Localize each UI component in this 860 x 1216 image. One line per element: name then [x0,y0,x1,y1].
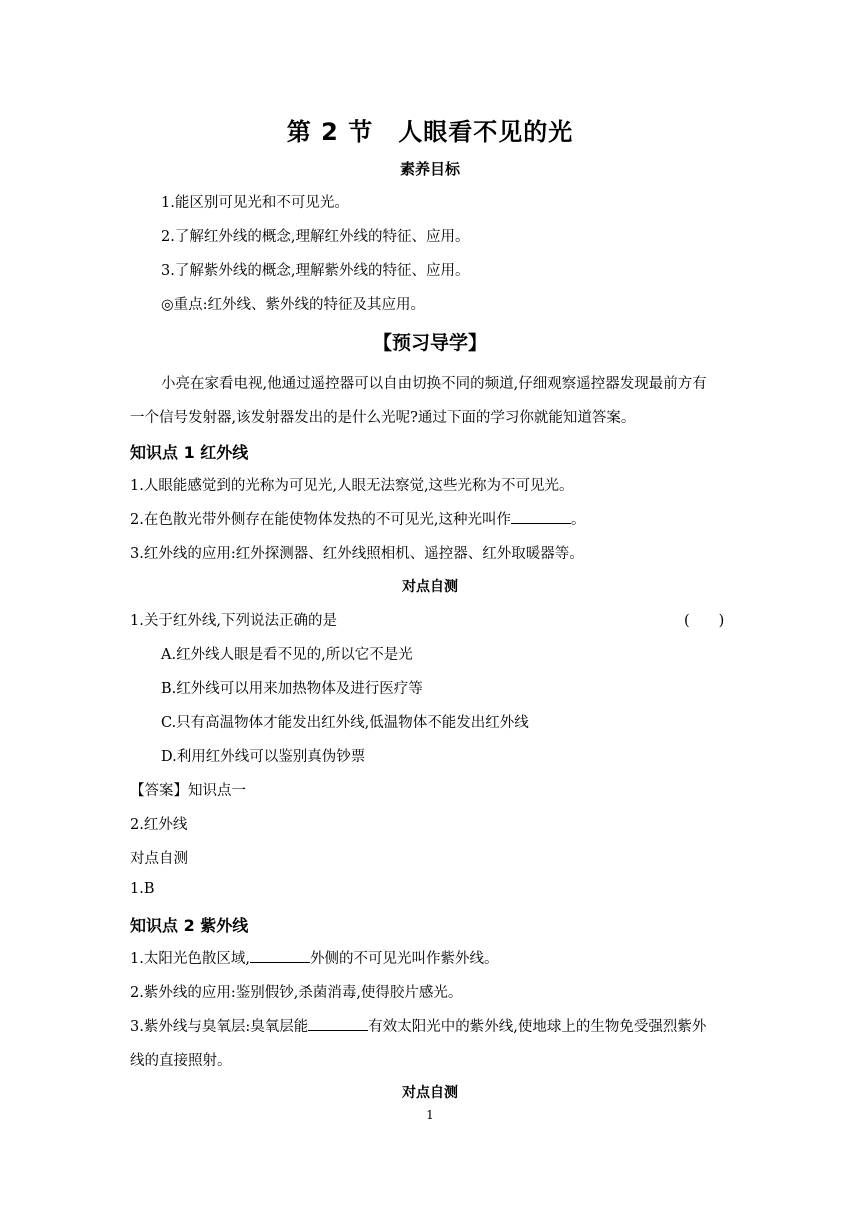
kp2-line-2: 2.紫外线的应用:鉴别假钞,杀菌消毒,使得胶片感光。 [130,985,463,1001]
selftest2-heading: 对点自测 [402,1085,458,1101]
kp1-line-2-text: 2.在色散光带外侧存在能使物体发热的不可见光,这种光叫作 [130,512,511,528]
kp2-line-1 [130,947,498,968]
option-b: B.红外线可以用来加热物体及进行医疗等 [161,681,423,697]
preview-heading: 【预习导学】 [372,332,487,354]
selftest1-question: 1.关于红外线,下列说法正确的是 [130,613,337,629]
kp1-line-2-end: 。 [570,512,586,528]
kp2-line-3-text: 3.紫外线与臭氧层:臭氧层能 [130,1019,309,1035]
kp2-line-1-text: 1.太阳光色散区域, [130,951,250,967]
option-c: C.只有高温物体才能发出红外线,低温物体不能发出红外线 [161,715,529,731]
answer-line-3: 对点自测 [130,851,188,867]
kp1-heading: 知识点 1 红外线 [130,443,249,462]
preview-intro-line-1: 小亮在家看电视,他通过遥控器可以自由切换不同的频道,仔细观察遥控器发现最前方有 [161,376,707,392]
goals-heading: 素养目标 [399,160,460,178]
goal-item-3: 3.了解紫外线的概念,理解紫外线的特征、应用。 [161,263,470,279]
kp2-line-3 [130,1015,706,1036]
goal-item-1: 1.能区别可见光和不可见光。 [161,195,349,211]
kp2-line-3-end: 有效太阳光中的紫外线,使地球上的生物免受强烈紫外 [368,1019,707,1035]
fill-blank [250,948,310,963]
kp1-line-3: 3.红外线的应用:红外探测器、红外线照相机、遥控器、红外取暖器等。 [130,546,584,562]
page-number: 1 [426,1108,434,1122]
fill-blank [511,509,571,524]
preview-intro-line-2: 一个信号发射器,该发射器发出的是什么光呢?通过下面的学习你就能知道答案。 [130,410,636,426]
option-d: D.利用红外线可以鉴别真伪钞票 [161,749,366,765]
key-point-note: ◎重点:红外线、紫外线的特征及其应用。 [161,297,426,313]
selftest1-heading: 对点自测 [402,579,458,595]
goal-item-2: 2.了解红外线的概念,理解红外线的特征、应用。 [161,229,470,245]
kp1-line-2 [130,508,585,529]
kp2-line-1-end: 外侧的不可见光叫作紫外线。 [309,951,499,967]
page-title: 第 2 节 人眼看不见的光 [286,118,574,146]
kp2-line-4: 线的直接照射。 [130,1053,232,1069]
kp2-heading: 知识点 2 紫外线 [130,916,249,935]
answer-line-2: 2.红外线 [130,817,188,833]
option-a: A.红外线人眼是看不见的,所以它不是光 [161,647,413,663]
kp1-line-1: 1.人眼能感觉到的光称为可见光,人眼无法察觉,这些光称为不可见光。 [130,478,574,494]
answer-line-4: 1.B [130,881,155,897]
answer-line-1: 【答案】知识点一 [130,783,246,799]
fill-blank [308,1016,368,1031]
answer-paren: ( ) [684,613,725,629]
